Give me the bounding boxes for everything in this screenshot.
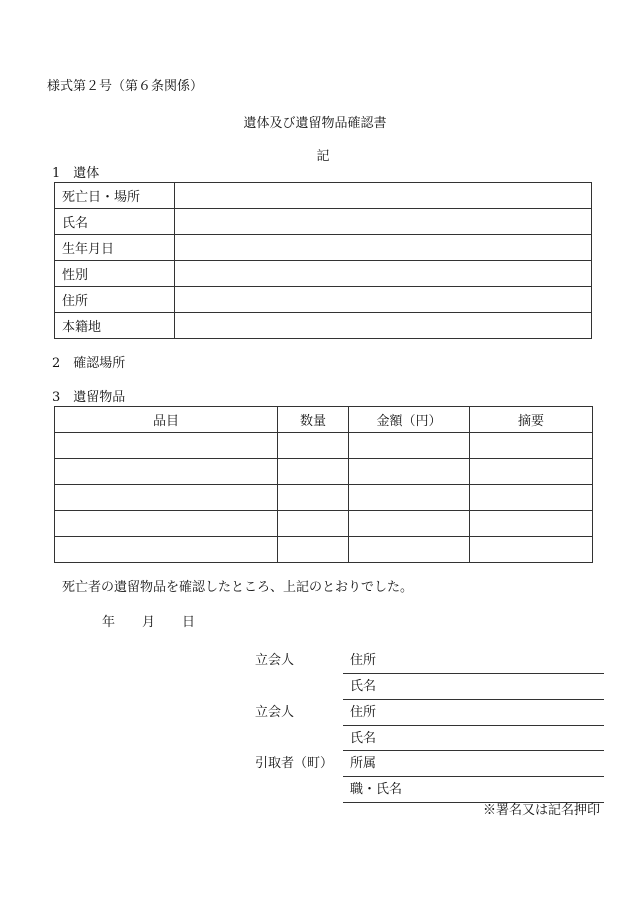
table-cell <box>470 537 593 563</box>
table-cell <box>55 537 278 563</box>
table-row <box>55 183 592 209</box>
row-label: 本籍地 <box>55 313 175 339</box>
section1-heading: 1 遺体 <box>52 166 100 181</box>
witness-2-address-label: 住所 <box>350 705 377 720</box>
row-value <box>175 313 592 339</box>
section3-heading: 3 遺留物品 <box>52 390 126 405</box>
receiver-title-name-label: 職・氏名 <box>350 782 403 797</box>
table-cell <box>349 459 470 485</box>
witness-1-name-label: 氏名 <box>350 679 377 694</box>
row-label: 死亡日・場所 <box>55 183 175 209</box>
receiver-role: 引取者（町） <box>255 756 334 771</box>
row-value <box>175 287 592 313</box>
table-row <box>55 209 592 235</box>
table-cell <box>55 433 278 459</box>
receiver-affiliation-label: 所属 <box>350 756 377 771</box>
table-cell <box>349 537 470 563</box>
table-cell <box>278 433 349 459</box>
date-day-label: 日 <box>182 615 196 630</box>
table-cell <box>470 511 593 537</box>
table-cell <box>55 485 278 511</box>
signature-line <box>343 750 604 751</box>
signature-note: ※署名又は記名押印 <box>482 803 600 818</box>
column-header: 金額（円） <box>349 407 470 433</box>
table-cell <box>278 537 349 563</box>
table-cell <box>470 459 593 485</box>
table-cell <box>55 511 278 537</box>
row-label: 住所 <box>55 287 175 313</box>
signature-line <box>343 725 604 726</box>
row-label: 氏名 <box>55 209 175 235</box>
table-row <box>55 261 592 287</box>
ki-label: 記 <box>316 149 330 164</box>
table-row <box>55 459 593 485</box>
form-number: 様式第２号（第６条関係） <box>47 79 204 94</box>
confirmation-text: 死亡者の遺留物品を確認したところ、上記のとおりでした。 <box>62 580 414 595</box>
table-cell <box>278 485 349 511</box>
row-value <box>175 209 592 235</box>
table-cell <box>278 511 349 537</box>
document-title: 遺体及び遺留物品確認書 <box>243 116 387 131</box>
column-header: 品目 <box>55 407 278 433</box>
column-header: 摘要 <box>470 407 593 433</box>
row-value <box>175 183 592 209</box>
date-month-label: 月 <box>142 615 156 630</box>
table-cell <box>349 511 470 537</box>
row-value <box>175 235 592 261</box>
table-cell <box>349 433 470 459</box>
signature-line <box>343 673 604 674</box>
table-row <box>55 537 593 563</box>
table-cell <box>55 459 278 485</box>
table-cell <box>278 459 349 485</box>
remains-table <box>54 182 592 339</box>
table-row <box>55 511 593 537</box>
table-cell <box>470 433 593 459</box>
witness-2-name-label: 氏名 <box>350 731 377 746</box>
table-cell <box>349 485 470 511</box>
table-row <box>55 287 592 313</box>
column-header: 数量 <box>278 407 349 433</box>
items-table <box>54 406 593 563</box>
section2-heading: 2 確認場所 <box>52 356 126 371</box>
row-label: 性別 <box>55 261 175 287</box>
table-row <box>55 433 593 459</box>
witness-1-address-label: 住所 <box>350 653 377 668</box>
table-cell <box>470 485 593 511</box>
table-header-row <box>55 407 593 433</box>
date-year-label: 年 <box>102 615 116 630</box>
signature-line <box>343 776 604 777</box>
table-row <box>55 485 593 511</box>
row-label: 生年月日 <box>55 235 175 261</box>
table-row <box>55 235 592 261</box>
signature-line <box>343 699 604 700</box>
witness-1-role: 立会人 <box>255 653 295 668</box>
row-value <box>175 261 592 287</box>
table-row <box>55 313 592 339</box>
witness-2-role: 立会人 <box>255 705 295 720</box>
